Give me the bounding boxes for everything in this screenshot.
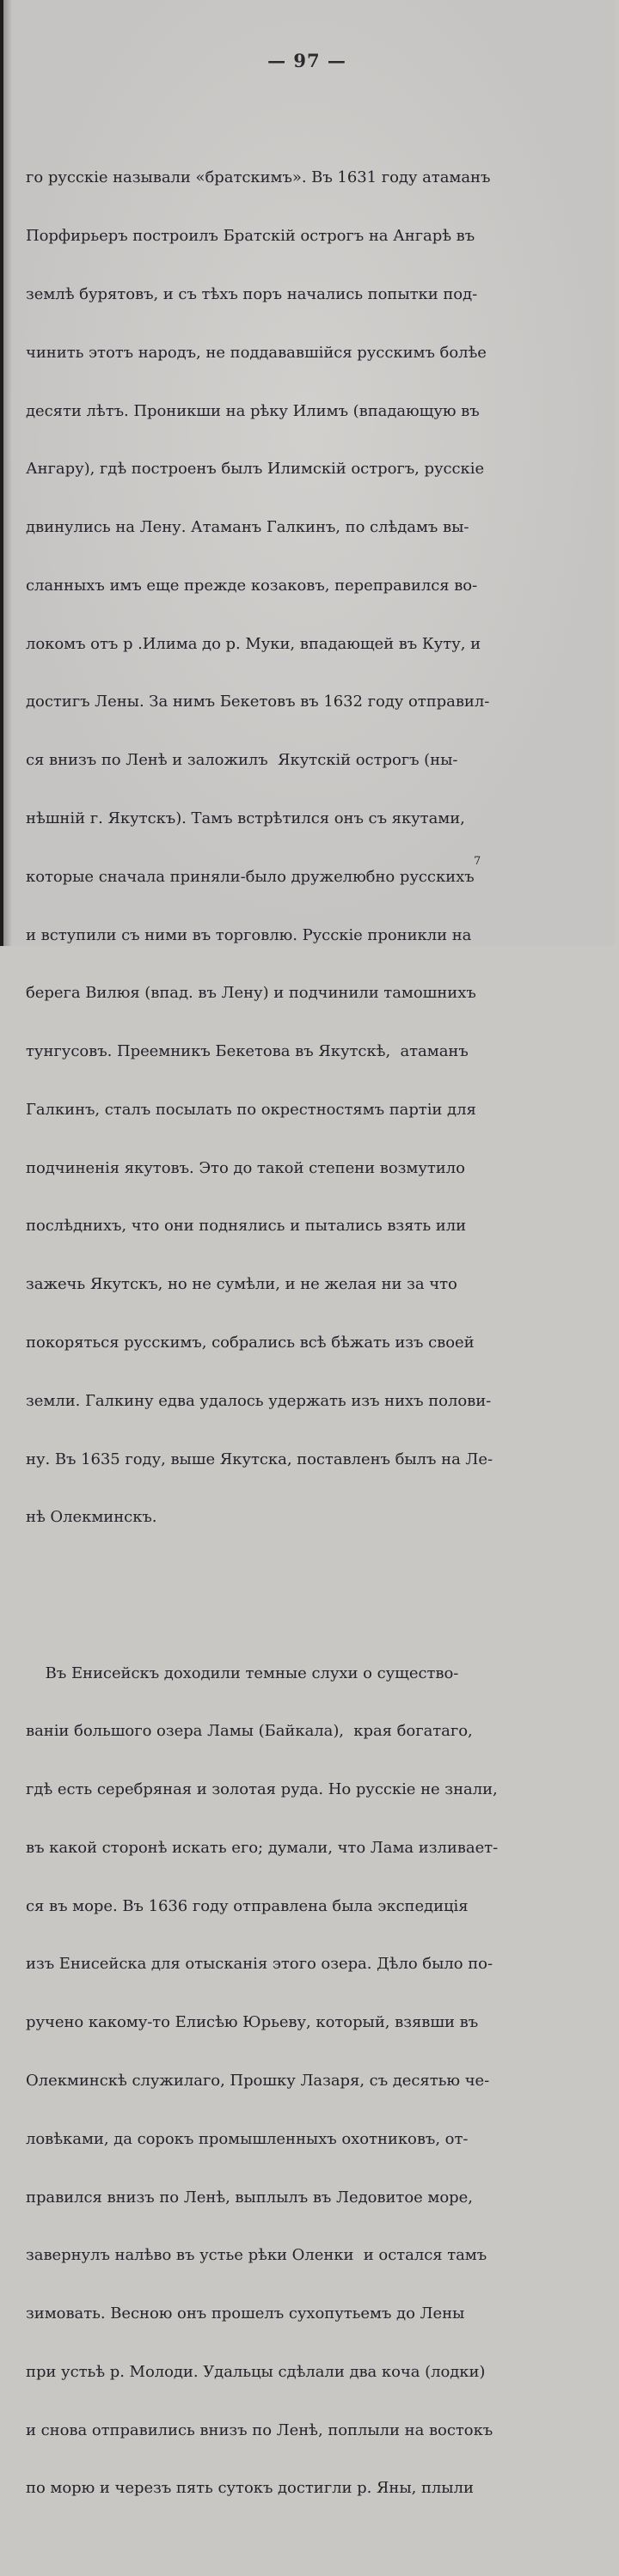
text-line: гдѣ есть серебряная и золотая руда. Но русскіе не знали,	[26, 1780, 498, 1799]
text-line: правился внизъ по Ленѣ, выплылъ въ Ледовитое море,	[26, 2188, 473, 2207]
text-line: ручено какому-то Елисѣю Юрьеву, который, взявши въ	[26, 2013, 479, 2032]
book-spine-shadow	[0, 0, 3, 946]
text-line: по морю и черезъ пять сутокъ достигли р. Яны, плыли	[26, 2479, 474, 2498]
text-line: изъ Енисейска для отысканія этого озера. Дѣло было по-	[26, 1955, 493, 1974]
text-line: ловѣками, да сорокъ промышленныхъ охотниковъ, от-	[26, 2129, 469, 2148]
text-line: подчиненія якутовъ. Это до такой степени возмутило	[26, 1158, 465, 1177]
text-line: и вступили съ ними въ торговлю. Русскіе проникли на	[26, 925, 472, 944]
text-line: достигъ Лены. За нимъ Бекетовъ въ 1632 году отправил-	[26, 693, 490, 711]
text-line: го русскіе называли «братскимъ». Въ 1631 году атаманъ	[26, 168, 491, 187]
text-line: которые сначала приняли-было дружелюбно русскихъ	[26, 867, 475, 886]
text-line: Порфирьеръ построилъ Братскій острогъ на Ангарѣ въ	[26, 227, 475, 246]
text-line: послѣднихъ, что они поднялись и пытались взять или	[26, 1217, 467, 1236]
text-line: локомъ отъ р .Илима до р. Муки, впадающей въ Куту, и	[26, 634, 481, 653]
text-line: двинулись на Лену. Атаманъ Галкинъ, по слѣдамъ вы-	[26, 518, 469, 537]
text-line: Въ Енисейскъ доходили темные слухи о существо-	[26, 1663, 459, 1682]
text-line: берега Вилюя (впад. въ Лену) и подчинили тамошнихъ	[26, 984, 476, 1003]
body-text	[26, 91, 619, 2576]
text-line: при устьѣ р. Молоди. Удальцы сдѣлали два коча (лодки)	[26, 2362, 486, 2381]
text-line: чинить этотъ народъ, не поддававшійся русскимъ болѣе	[26, 343, 487, 362]
text-line: зимовать. Весною онъ прошелъ сухопутьемъ до Лены	[26, 2304, 465, 2323]
text-line: Олекминскѣ служилаго, Прошку Лазаря, съ десятью че-	[26, 2071, 490, 2090]
text-line: ну. Въ 1635 году, выше Якутска, поставленъ былъ на Ле-	[26, 1450, 493, 1468]
text-line: завернулъ налѣво въ устье рѣки Оленки и остался тамъ	[26, 2246, 487, 2265]
text-line: покоряться русскимъ, собрались всѣ бѣжать изъ своей	[26, 1334, 475, 1352]
text-line: земли. Галкину едва удалось удержать изъ нихъ полови-	[26, 1391, 492, 1410]
text-line: и снова отправились внизъ по Ленѣ, поплыли на востокъ	[26, 2420, 493, 2439]
text-line: ся въ море. Въ 1636 году отправлена была экспедиція	[26, 1896, 469, 1915]
text-line: землѣ бурятовъ, и съ тѣхъ поръ начались попытки под-	[26, 284, 478, 303]
paragraph-2	[26, 1625, 619, 2537]
signature-mark: 7	[474, 855, 481, 868]
paragraph-1	[26, 130, 619, 1566]
text-line: ваніи большого озера Ламы (Байкала), края богатаго,	[26, 1722, 473, 1741]
text-line: нѣ Олекминскъ.	[26, 1508, 157, 1527]
text-line: Галкинъ, сталъ посылать по окрестностямъ партіи для	[26, 1100, 476, 1119]
text-line: въ какой сторонѣ искать его; думали, что Лама изливает-	[26, 1838, 499, 1857]
text-line: десяти лѣтъ. Проникши на рѣку Илимъ (впадающую въ	[26, 401, 480, 420]
text-line: тунгусовъ. Преемникъ Бекетова въ Якутскѣ, атаманъ	[26, 1042, 469, 1061]
page-number: — 97 —	[267, 50, 346, 71]
text-line: ся внизъ по Ленѣ и заложилъ Якутскій острогъ (ны-	[26, 751, 458, 770]
text-line: Ангару), гдѣ построенъ былъ Илимскій острогъ, русскіе	[26, 460, 485, 479]
text-line: сланныхъ имъ еще прежде козаковъ, переправился во-	[26, 576, 478, 595]
text-line: нѣшній г. Якутскъ). Тамъ встрѣтился онъ съ якутами,	[26, 809, 465, 827]
text-line: зажечь Якутскъ, но не сумѣли, и не желая ни за что	[26, 1275, 457, 1294]
